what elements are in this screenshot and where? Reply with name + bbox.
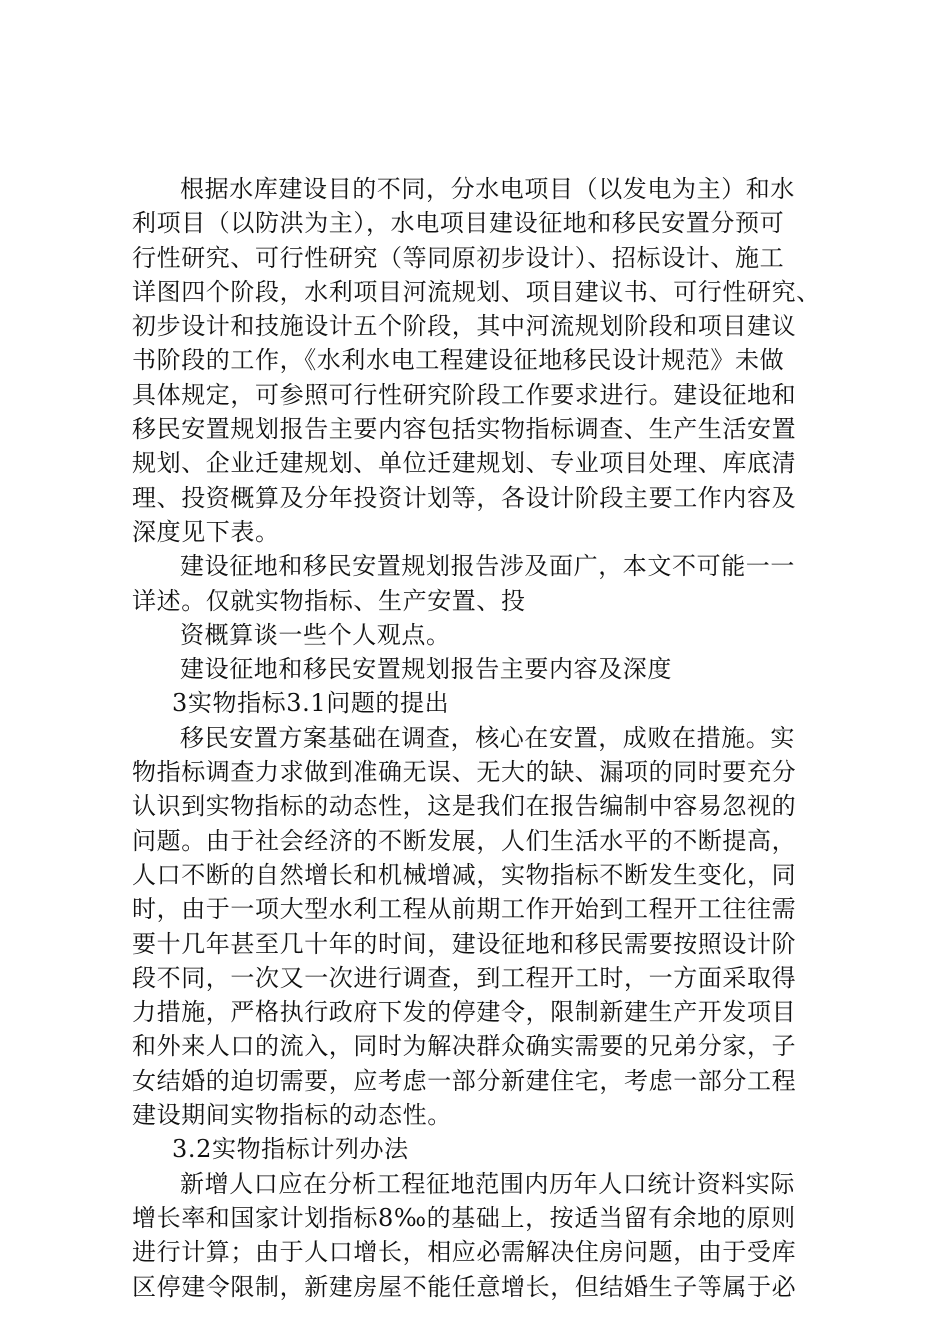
paragraph-line: 问题。由于社会经济的不断发展，人们生活水平的不断提高，: [132, 826, 797, 855]
paragraph-line: 进行计算；由于人口增长，相应必需解决住房问题，由于受库: [132, 1238, 797, 1267]
paragraph-line: 书阶段的工作，《水利水电工程建设征地移民设计规范》未做: [132, 346, 785, 375]
paragraph-line: 移民安置规划报告主要内容包括实物指标调查、生产生活安置: [132, 415, 797, 444]
paragraph-line: 具体规定，可参照可行性研究阶段工作要求进行。建设征地和: [132, 380, 797, 409]
paragraph-line: 理、投资概算及分年投资计划等，各设计阶段主要工作内容及: [132, 483, 797, 512]
paragraph-line: 详图四个阶段，水利项目河流规划、项目建议书、可行性研究、: [132, 277, 821, 306]
paragraph-line: 和外来人口的流入，同时为解决群众确实需要的兄弟分家，子: [132, 1032, 797, 1061]
paragraph-line: 规划、企业迁建规划、单位迁建规划、专业项目处理、库底清: [132, 449, 797, 478]
paragraph-line: 女结婚的迫切需要，应考虑一部分新建住宅，考虑一部分工程: [132, 1066, 797, 1095]
paragraph-line: 力措施，严格执行政府下发的停建令，限制新建生产开发项目: [132, 998, 797, 1027]
paragraph-line: 深度见下表。: [132, 517, 280, 546]
paragraph-line: 建设征地和移民安置规划报告涉及面广，本文不可能一一: [180, 552, 795, 581]
paragraph-line: 段不同，一次又一次进行调查，到工程开工时，一方面采取得: [132, 963, 797, 992]
paragraph-line: 资概算谈一些个人观点。: [180, 620, 451, 649]
paragraph-line: 区停建令限制，新建房屋不能任意增长，但结婚生子等属于必: [132, 1272, 797, 1301]
paragraph-line: 利项目（以防洪为主），水电项目建设征地和移民安置分预可: [132, 209, 785, 238]
paragraph-line: 要十几年甚至几十年的时间，建设征地和移民需要按照设计阶: [132, 929, 797, 958]
paragraph-line: 新增人口应在分析工程征地范围内历年人口统计资料实际: [180, 1169, 795, 1198]
paragraph-line: 建设期间实物指标的动态性。: [132, 1101, 452, 1130]
paragraph-line: 移民安置方案基础在调查，核心在安置，成败在措施。实: [180, 723, 795, 752]
paragraph-line: 详述。仅就实物指标、生产安置、投: [132, 586, 526, 615]
section-caption: 建设征地和移民安置规划报告主要内容及深度: [180, 655, 672, 684]
section-heading: 3.2实物指标计列办法: [172, 1135, 409, 1164]
paragraph-line: 根据水库建设目的不同，分水电项目（以发电为主）和水: [180, 175, 795, 203]
paragraph-line: 行性研究、可行性研究（等同原初步设计）、招标设计、施工: [132, 243, 785, 272]
paragraph-line: 物指标调查力求做到准确无误、无大的缺、漏项的同时要充分: [132, 758, 797, 787]
section-heading: 3实物指标3.1问题的提出: [172, 689, 450, 718]
paragraph-line: 人口不断的自然增长和机械增减，实物指标不断发生变化，同: [132, 860, 797, 889]
paragraph-line: 初步设计和技施设计五个阶段，其中河流规划阶段和项目建议: [132, 312, 797, 341]
paragraph-line: 增长率和国家计划指标8‰的基础上，按适当留有余地的原则: [132, 1203, 796, 1232]
paragraph-line: 时，由于一项大型水利工程从前期工作开始到工程开工往往需: [132, 895, 797, 924]
body-text: [132, 172, 832, 1304]
paragraph-line: 认识到实物指标的动态性，这是我们在报告编制中容易忽视的: [132, 792, 797, 821]
